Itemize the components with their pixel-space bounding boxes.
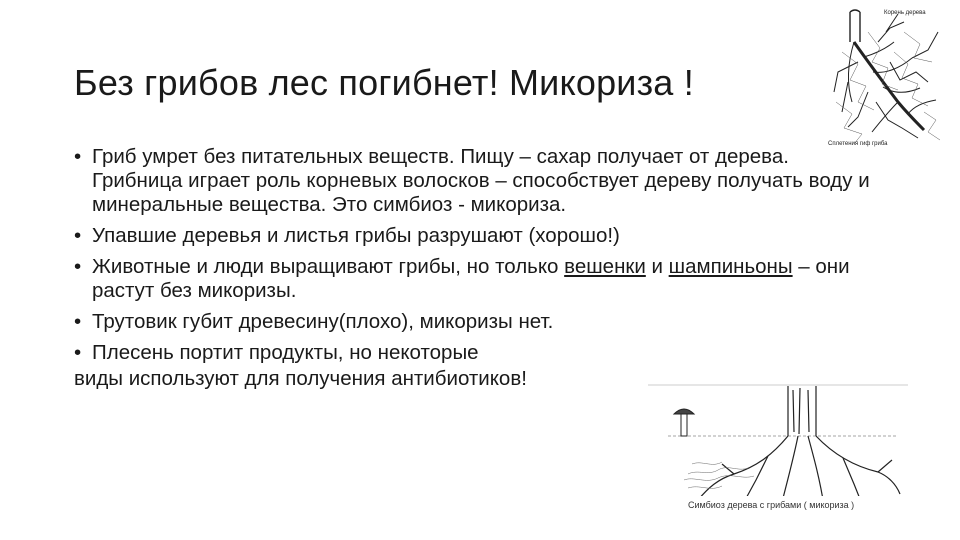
bullet-dot: • — [74, 310, 82, 333]
bullet-item — [74, 224, 874, 248]
bullet-text: Трутовик губит древесину(плохо), микоризы нет. — [92, 310, 554, 333]
bullet-item — [74, 310, 874, 334]
mushroom-icon — [674, 409, 694, 436]
label-hyphae: Сплетения гиф гриба — [828, 141, 888, 147]
continuation-line: виды используют для получения антибиотиков! — [74, 367, 527, 390]
bullet-text: Плесень портит продукты, но некоторые — [92, 341, 479, 364]
bullet-text: Упавшие деревья и листья грибы разрушают (хорошо!) — [92, 224, 620, 247]
bullet-list — [74, 145, 874, 398]
bullet-dot: • — [74, 341, 82, 364]
label-root: Корень дерева — [884, 10, 926, 16]
bullet-dot: • — [74, 255, 82, 278]
underlined-term-shampinony: шампиньоны — [668, 255, 793, 278]
root-hyphae-illustration — [828, 2, 946, 150]
bullet-dot: • — [74, 224, 82, 247]
underlined-term-veshenki: вешенки — [564, 255, 646, 278]
figure-caption: Симбиоз дерева с грибами ( микориза ) — [688, 500, 855, 510]
bullet-item — [74, 255, 874, 303]
bullet-text-suffix: – они растут без микоризы. — [92, 255, 850, 302]
bullet-text: Гриб умрет без питательных веществ. Пищу – сахар получает от дерева. Грибница играет роль корневых волосков – способствует дереву получать воду и минеральные вещества. Это симбиоз - микориза. — [92, 145, 870, 216]
bullet-item — [74, 341, 874, 365]
bullet-item — [74, 145, 874, 217]
bullet-dot: • — [74, 145, 82, 168]
bullet-text: Животные и люди выращивают грибы, но только — [92, 255, 565, 278]
mycorrhiza-illustration — [648, 384, 908, 520]
slide-title: Без грибов лес погибнет! Микориза ! — [74, 62, 694, 103]
bullet-text-mid: и — [645, 255, 669, 278]
